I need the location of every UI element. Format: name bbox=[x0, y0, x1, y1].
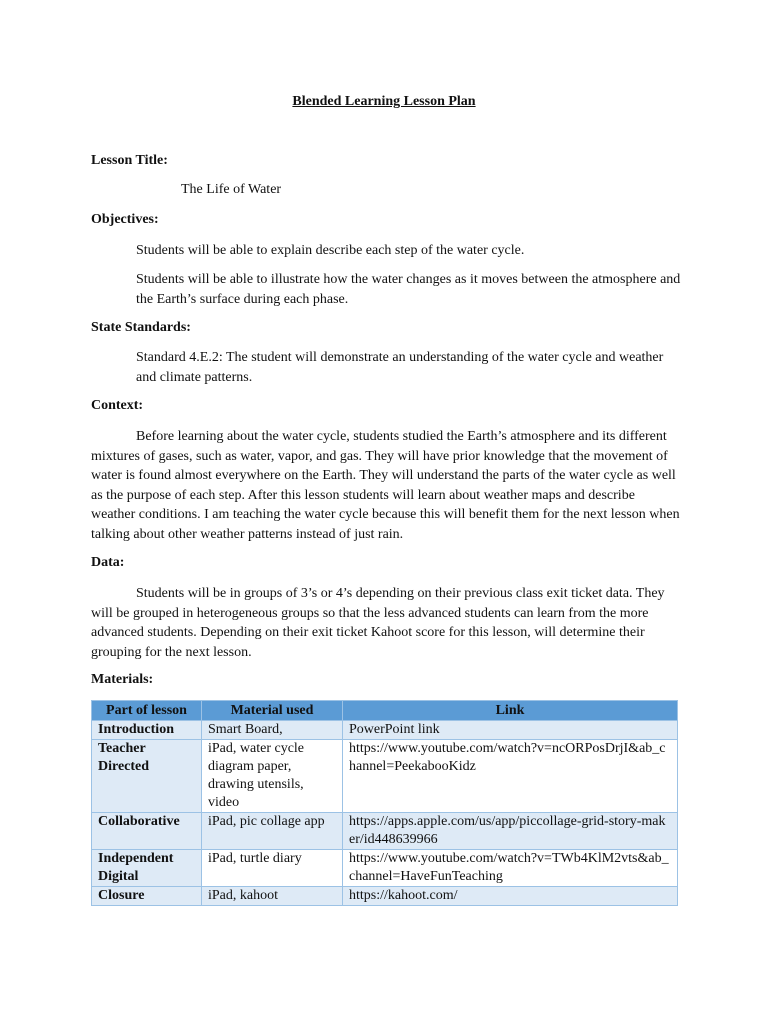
row-part: Teacher Directed bbox=[92, 740, 202, 813]
row-part: Closure bbox=[92, 887, 202, 906]
header-link: Link bbox=[343, 701, 678, 721]
row-link[interactable]: https://www.youtube.com/watch?v=TWb4KlM2vts&ab_channel=HaveFunTeaching bbox=[343, 850, 678, 887]
table-row bbox=[92, 887, 678, 906]
standard-text: Standard 4.E.2: The student will demonstrate an understanding of the water cycle and weather and climate patterns. bbox=[136, 350, 664, 385]
table-row bbox=[92, 740, 678, 813]
row-part: Independent Digital bbox=[92, 850, 202, 887]
document-title: Blended Learning Lesson Plan bbox=[292, 94, 476, 109]
objective-1: Students will be able to explain describe each step of the water cycle. bbox=[136, 243, 525, 258]
table-row bbox=[92, 813, 678, 850]
header-material-used: Material used bbox=[202, 701, 343, 721]
objective-2: Students will be able to illustrate how the water changes as it moves between the atmosphere and the Earth’s surface during each phase. bbox=[136, 272, 681, 307]
row-material: iPad, turtle diary bbox=[202, 850, 343, 887]
row-link[interactable]: https://www.youtube.com/watch?v=ncORPosDrjI&ab_channel=PeekabooKidz bbox=[343, 740, 678, 813]
row-material: iPad, kahoot bbox=[202, 887, 343, 906]
row-material: Smart Board, bbox=[202, 721, 343, 740]
row-material: iPad, water cycle diagram paper, drawing utensils, video bbox=[202, 740, 343, 813]
row-link[interactable]: https://kahoot.com/ bbox=[343, 887, 678, 906]
table-row bbox=[92, 721, 678, 740]
header-part-of-lesson: Part of lesson bbox=[92, 701, 202, 721]
data-heading: Data: bbox=[91, 555, 125, 570]
context-heading: Context: bbox=[91, 398, 144, 413]
lesson-title-value: The Life of Water bbox=[181, 182, 282, 197]
table-header-row bbox=[92, 701, 678, 721]
row-part: Collaborative bbox=[92, 813, 202, 850]
materials-heading: Materials: bbox=[91, 672, 154, 687]
table-row bbox=[92, 850, 678, 887]
data-paragraph: Students will be in groups of 3’s or 4’s depending on their previous class exit ticket data. They will be grouped in heterogeneous groups so that the less advanced students can learn from the more advanced students. Depending on their exit ticket Kahoot score for this lesson, will determine their grouping for the next lesson. bbox=[91, 586, 665, 660]
row-part: Introduction bbox=[92, 721, 202, 740]
context-paragraph: Before learning about the water cycle, students studied the Earth’s atmosphere and its different mixtures of gases, such as water, vapor, and gas. They will have prior knowledge that the movement of water is found almost everywhere on the Earth. They will understand the parts of the water cycle as well as the purpose of each step. After this lesson students will learn about weather maps and describe weather conditions. I am teaching the water cycle because this will benefit them for the next lesson when talking about other weather patterns instead of just rain. bbox=[91, 429, 680, 542]
objectives-heading: Objectives: bbox=[91, 212, 159, 227]
row-material: iPad, pic collage app bbox=[202, 813, 343, 850]
row-link[interactable]: PowerPoint link bbox=[343, 721, 678, 740]
standards-heading: State Standards: bbox=[91, 320, 191, 335]
materials-table bbox=[91, 700, 678, 906]
row-link[interactable]: https://apps.apple.com/us/app/piccollage-grid-story-maker/id448639966 bbox=[343, 813, 678, 850]
lesson-title-heading: Lesson Title: bbox=[91, 153, 168, 168]
